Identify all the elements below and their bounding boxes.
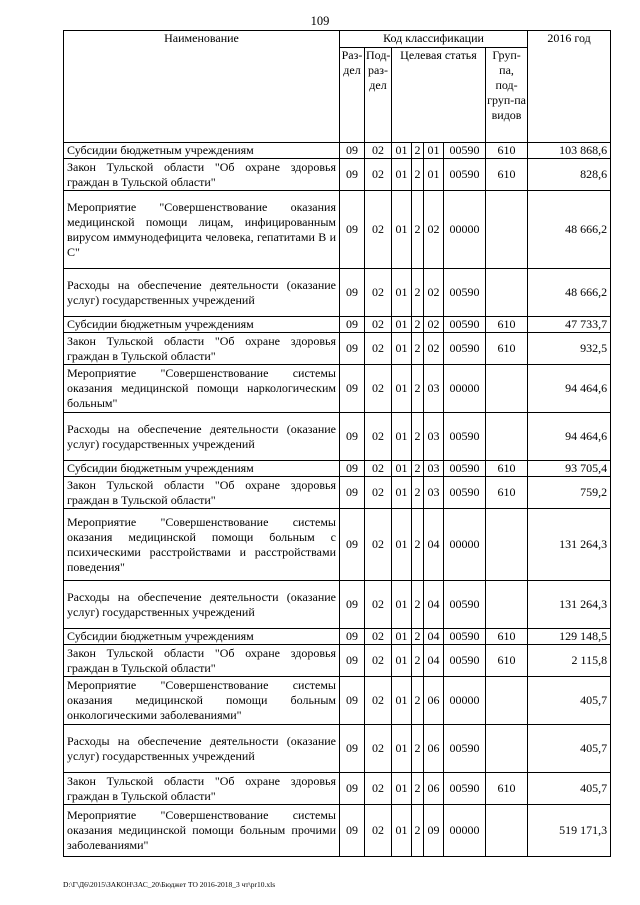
row-target-program: 01 [392, 333, 412, 365]
file-path-footer: D:\Г\Д6\2015\ЗАКОН\ЗАС_20\Бюджет ТО 2016-2018_3 чт\pr10.xls [63, 880, 276, 889]
table-row [64, 461, 611, 477]
row-group [486, 677, 528, 725]
row-target-program: 01 [392, 143, 412, 159]
row-target-measure: 04 [424, 645, 444, 677]
row-target-type: 2 [412, 191, 424, 269]
row-razdel: 09 [340, 143, 365, 159]
row-target-program: 01 [392, 725, 412, 773]
row-target-measure: 01 [424, 159, 444, 191]
row-target-program: 01 [392, 413, 412, 461]
row-target-program: 01 [392, 509, 412, 581]
row-group: 610 [486, 333, 528, 365]
row-target-measure: 02 [424, 317, 444, 333]
row-sum: 405,7 [528, 725, 611, 773]
row-target-direction: 00590 [444, 269, 486, 317]
table-row [64, 159, 611, 191]
row-razdel: 09 [340, 581, 365, 629]
row-podrazdel: 02 [365, 677, 392, 725]
page-number: 109 [310, 14, 330, 28]
row-target-type: 2 [412, 269, 424, 317]
row-podrazdel: 02 [365, 805, 392, 857]
table-row [64, 509, 611, 581]
row-podrazdel: 02 [365, 773, 392, 805]
table-row [64, 725, 611, 773]
table-row [64, 365, 611, 413]
row-target-program: 01 [392, 805, 412, 857]
row-target-type: 2 [412, 677, 424, 725]
row-podrazdel: 02 [365, 461, 392, 477]
row-group: 610 [486, 159, 528, 191]
row-group [486, 269, 528, 317]
row-target-direction: 00590 [444, 159, 486, 191]
row-target-direction: 00590 [444, 477, 486, 509]
row-sum: 94 464,6 [528, 413, 611, 461]
table-row [64, 269, 611, 317]
row-group [486, 365, 528, 413]
row-razdel: 09 [340, 509, 365, 581]
row-target-measure: 03 [424, 365, 444, 413]
header-podrazdel: Под-раз-дел [365, 48, 392, 143]
row-target-direction: 00000 [444, 677, 486, 725]
row-target-direction: 00000 [444, 191, 486, 269]
row-podrazdel: 02 [365, 317, 392, 333]
row-podrazdel: 02 [365, 725, 392, 773]
row-sum: 48 666,2 [528, 269, 611, 317]
row-podrazdel: 02 [365, 269, 392, 317]
table-row [64, 317, 611, 333]
row-name: Расходы на обеспечение деятельности (оказание услуг) государственных учреждений [64, 725, 340, 773]
row-target-measure: 03 [424, 477, 444, 509]
row-group: 610 [486, 645, 528, 677]
row-name: Закон Тульской области "Об охране здоровья граждан в Тульской области" [64, 159, 340, 191]
row-podrazdel: 02 [365, 365, 392, 413]
row-target-direction: 00590 [444, 143, 486, 159]
row-target-direction: 00590 [444, 461, 486, 477]
row-sum: 405,7 [528, 773, 611, 805]
table-row [64, 629, 611, 645]
row-target-type: 2 [412, 461, 424, 477]
row-sum: 94 464,6 [528, 365, 611, 413]
row-sum: 828,6 [528, 159, 611, 191]
row-razdel: 09 [340, 159, 365, 191]
row-target-type: 2 [412, 725, 424, 773]
row-podrazdel: 02 [365, 191, 392, 269]
table-row [64, 413, 611, 461]
row-podrazdel: 02 [365, 645, 392, 677]
row-razdel: 09 [340, 333, 365, 365]
row-target-type: 2 [412, 143, 424, 159]
row-target-measure: 03 [424, 413, 444, 461]
row-name: Мероприятие "Совершенствование системы оказания медицинской помощи больным онкологическими заболеваниями" [64, 677, 340, 725]
row-sum: 48 666,2 [528, 191, 611, 269]
row-target-type: 2 [412, 413, 424, 461]
row-target-measure: 04 [424, 629, 444, 645]
row-group [486, 581, 528, 629]
row-razdel: 09 [340, 645, 365, 677]
row-target-measure: 06 [424, 773, 444, 805]
row-razdel: 09 [340, 413, 365, 461]
row-target-direction: 00000 [444, 509, 486, 581]
table-row [64, 581, 611, 629]
row-target-program: 01 [392, 677, 412, 725]
row-target-program: 01 [392, 159, 412, 191]
row-podrazdel: 02 [365, 143, 392, 159]
row-target-program: 01 [392, 629, 412, 645]
row-sum: 519 171,3 [528, 805, 611, 857]
row-group [486, 805, 528, 857]
header-year: 2016 год [528, 31, 611, 143]
budget-table [63, 30, 611, 857]
row-sum: 131 264,3 [528, 581, 611, 629]
row-target-direction: 00590 [444, 413, 486, 461]
row-name: Расходы на обеспечение деятельности (оказание услуг) государственных учреждений [64, 413, 340, 461]
row-name: Закон Тульской области "Об охране здоровья граждан в Тульской области" [64, 773, 340, 805]
row-name: Субсидии бюджетным учреждениям [64, 317, 340, 333]
row-sum: 932,5 [528, 333, 611, 365]
row-razdel: 09 [340, 477, 365, 509]
row-target-type: 2 [412, 333, 424, 365]
row-target-program: 01 [392, 191, 412, 269]
row-name: Мероприятие "Совершенствование системы оказания медицинской помощи наркологическим больным" [64, 365, 340, 413]
row-group: 610 [486, 317, 528, 333]
row-target-direction: 00590 [444, 725, 486, 773]
header-group: Груп-па, под-груп-па видов [486, 48, 528, 143]
row-target-measure: 06 [424, 725, 444, 773]
row-target-program: 01 [392, 365, 412, 413]
row-group: 610 [486, 629, 528, 645]
row-target-program: 01 [392, 269, 412, 317]
row-target-type: 2 [412, 773, 424, 805]
row-name: Субсидии бюджетным учреждениям [64, 461, 340, 477]
row-name: Закон Тульской области "Об охране здоровья граждан в Тульской области" [64, 477, 340, 509]
row-sum: 2 115,8 [528, 645, 611, 677]
table-row [64, 143, 611, 159]
row-razdel: 09 [340, 269, 365, 317]
row-group [486, 725, 528, 773]
row-target-program: 01 [392, 645, 412, 677]
row-razdel: 09 [340, 461, 365, 477]
header-target: Целевая статья [392, 48, 486, 143]
row-target-type: 2 [412, 581, 424, 629]
row-razdel: 09 [340, 317, 365, 333]
row-sum: 129 148,5 [528, 629, 611, 645]
row-name: Субсидии бюджетным учреждениям [64, 143, 340, 159]
row-target-direction: 00000 [444, 365, 486, 413]
row-target-measure: 02 [424, 269, 444, 317]
row-podrazdel: 02 [365, 413, 392, 461]
table-row [64, 477, 611, 509]
row-sum: 131 264,3 [528, 509, 611, 581]
row-target-measure: 03 [424, 461, 444, 477]
row-razdel: 09 [340, 191, 365, 269]
row-target-type: 2 [412, 509, 424, 581]
table-row [64, 677, 611, 725]
row-target-direction: 00000 [444, 805, 486, 857]
row-target-measure: 01 [424, 143, 444, 159]
header-classification: Код классификации [340, 31, 528, 48]
row-target-measure: 04 [424, 581, 444, 629]
header-name: Наименование [64, 31, 340, 143]
row-target-measure: 06 [424, 677, 444, 725]
row-target-type: 2 [412, 805, 424, 857]
row-target-type: 2 [412, 317, 424, 333]
row-target-measure: 04 [424, 509, 444, 581]
row-group [486, 509, 528, 581]
row-target-program: 01 [392, 773, 412, 805]
row-group [486, 413, 528, 461]
row-target-type: 2 [412, 645, 424, 677]
row-target-program: 01 [392, 477, 412, 509]
row-name: Расходы на обеспечение деятельности (оказание услуг) государственных учреждений [64, 581, 340, 629]
row-group [486, 191, 528, 269]
table-row [64, 191, 611, 269]
row-target-measure: 09 [424, 805, 444, 857]
row-target-direction: 00590 [444, 629, 486, 645]
row-sum: 93 705,4 [528, 461, 611, 477]
row-podrazdel: 02 [365, 477, 392, 509]
row-target-direction: 00590 [444, 773, 486, 805]
header-razdel: Раз-дел [340, 48, 365, 143]
row-group: 610 [486, 461, 528, 477]
row-name: Мероприятие "Совершенствование системы оказания медицинской помощи больным с психическими расстройствами и расстройствами поведения" [64, 509, 340, 581]
row-podrazdel: 02 [365, 629, 392, 645]
table-row [64, 645, 611, 677]
row-target-type: 2 [412, 629, 424, 645]
row-sum: 405,7 [528, 677, 611, 725]
row-group: 610 [486, 773, 528, 805]
row-sum: 759,2 [528, 477, 611, 509]
table-row [64, 805, 611, 857]
row-razdel: 09 [340, 725, 365, 773]
row-razdel: 09 [340, 365, 365, 413]
row-target-direction: 00590 [444, 581, 486, 629]
row-razdel: 09 [340, 805, 365, 857]
row-target-type: 2 [412, 159, 424, 191]
row-podrazdel: 02 [365, 333, 392, 365]
row-razdel: 09 [340, 773, 365, 805]
row-target-program: 01 [392, 317, 412, 333]
row-name: Расходы на обеспечение деятельности (оказание услуг) государственных учреждений [64, 269, 340, 317]
table-row [64, 773, 611, 805]
row-target-direction: 00590 [444, 317, 486, 333]
row-name: Закон Тульской области "Об охране здоровья граждан в Тульской области" [64, 333, 340, 365]
row-target-direction: 00590 [444, 333, 486, 365]
row-razdel: 09 [340, 629, 365, 645]
row-name: Мероприятие "Совершенствование оказания медицинской помощи лицам, инфицированным вирусом иммунодефицита человека, гепатитами В и С" [64, 191, 340, 269]
row-name: Мероприятие "Совершенствование системы оказания медицинской помощи больным прочими заболеваниями" [64, 805, 340, 857]
row-target-program: 01 [392, 461, 412, 477]
row-target-measure: 02 [424, 191, 444, 269]
row-podrazdel: 02 [365, 509, 392, 581]
row-sum: 47 733,7 [528, 317, 611, 333]
row-name: Субсидии бюджетным учреждениям [64, 629, 340, 645]
row-target-type: 2 [412, 477, 424, 509]
row-target-measure: 02 [424, 333, 444, 365]
row-group: 610 [486, 477, 528, 509]
row-target-type: 2 [412, 365, 424, 413]
row-podrazdel: 02 [365, 581, 392, 629]
row-target-direction: 00590 [444, 645, 486, 677]
row-group: 610 [486, 143, 528, 159]
row-name: Закон Тульской области "Об охране здоровья граждан в Тульской области" [64, 645, 340, 677]
table-row [64, 333, 611, 365]
row-podrazdel: 02 [365, 159, 392, 191]
row-razdel: 09 [340, 677, 365, 725]
row-sum: 103 868,6 [528, 143, 611, 159]
row-target-program: 01 [392, 581, 412, 629]
